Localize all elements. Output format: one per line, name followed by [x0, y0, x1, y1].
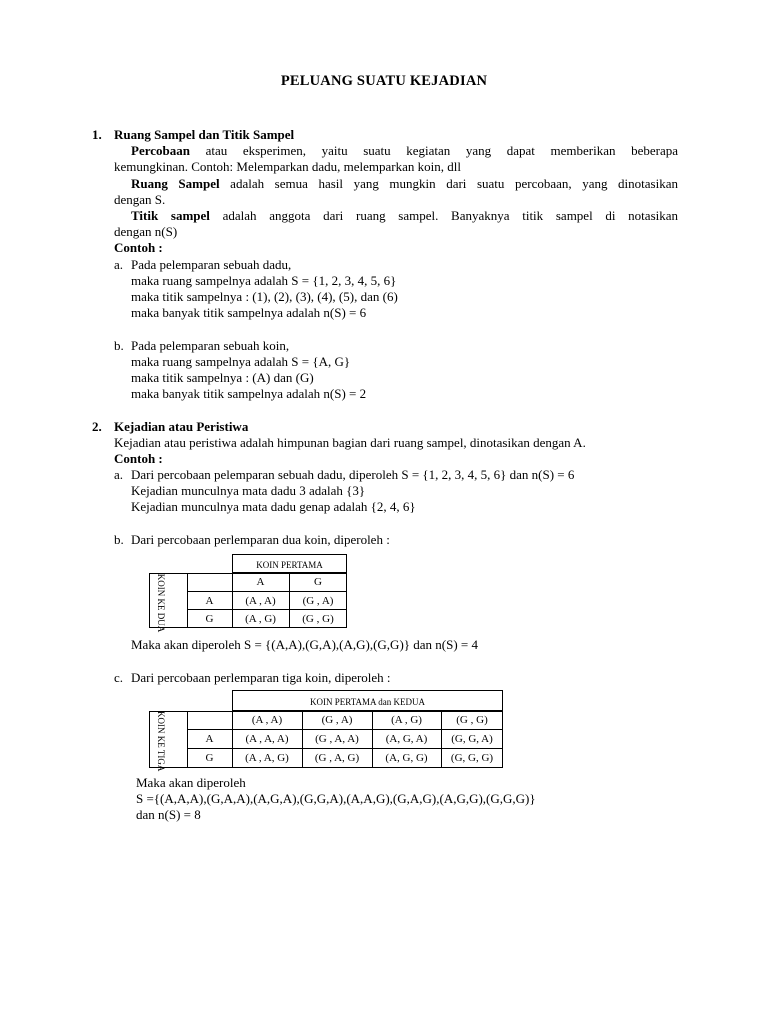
table-c-side-label: KOIN KE TIGA — [156, 711, 166, 772]
table-b-divider — [187, 609, 347, 610]
example-1b-line-4: maka banyak titik sampelnya adalah n(S) = 2 — [131, 386, 367, 401]
table-b-cell: (G , G) — [302, 613, 334, 625]
section-1-heading: Ruang Sampel dan Titik Sampel — [114, 127, 295, 142]
example-2c-result-line-3: dan n(S) = 8 — [136, 807, 201, 822]
example-2b-result: Maka akan diperoleh S = {(A,A),(G,A),(A,G),(G,G)} dan n(S) = 4 — [131, 637, 479, 652]
example-2c-line: Dari percobaan perlemparan tiga koin, diperoleh : — [131, 670, 391, 685]
term-titik-sampel: Titik sampel — [131, 208, 210, 223]
table-b-divider — [187, 591, 347, 592]
table-c-row-a-label: A — [205, 733, 214, 745]
table-c-col-header: (A , A) — [251, 714, 283, 726]
section-2-number: 2. — [92, 419, 102, 434]
table-b-cell: (A , G) — [245, 613, 276, 625]
table-c-cell: (G, G, A) — [451, 733, 493, 745]
table-c-cell: (A, G, G) — [385, 752, 428, 764]
table-b-header: KOIN PERTAMA — [256, 560, 323, 570]
example-2a-label: a. — [114, 467, 124, 482]
example-2c-label: c. — [114, 670, 124, 685]
term-percobaan: Percobaan — [131, 143, 190, 158]
table-b-side-label: KOIN KE DUA — [156, 573, 166, 633]
table-b-col-g: G — [314, 576, 322, 588]
table-c-cell: (G , A, A) — [315, 733, 359, 745]
table-b-row-a-label: A — [205, 595, 214, 607]
term-ruang-sampel: Ruang Sampel — [131, 176, 220, 191]
paragraph-text: adalah anggota dari ruang sampel. Banyaknya titik sampel di notasikan — [222, 208, 679, 223]
section-2-intro: Kejadian atau peristiwa adalah himpunan bagian dari ruang sampel, dinotasikan dengan A. — [114, 435, 586, 450]
table-c-col-header: (G , A) — [321, 714, 353, 726]
table-c-divider — [187, 729, 503, 730]
example-1a-line-1: Pada pelemparan sebuah dadu, — [131, 257, 292, 272]
table-c-row-g-label: G — [205, 752, 214, 764]
table-c-cell: (G , A, G) — [314, 752, 360, 764]
example-2a-line-2: Kejadian munculnya mata dadu 3 adalah {3} — [131, 483, 366, 498]
example-1a-label: a. — [114, 257, 124, 272]
example-2b-label: b. — [114, 532, 124, 547]
section-2-heading: Kejadian atau Peristiwa — [114, 419, 249, 434]
example-2b-line: Dari percobaan perlemparan dua koin, diperoleh : — [131, 532, 390, 547]
example-1a-line-3: maka titik sampelnya : (1), (2), (3), (4), (5), dan (6) — [131, 289, 398, 304]
table-c-header: KOIN PERTAMA dan KEDUA — [310, 697, 425, 707]
example-2c-result-line-1: Maka akan diperoleh — [136, 775, 246, 790]
table-c-cell: (A , A, A) — [245, 733, 289, 745]
table-b-cell: (G , A) — [302, 595, 334, 607]
table-c-divider — [187, 748, 503, 749]
paragraph-titik-sampel-line-2: dengan n(S) — [114, 224, 178, 239]
paragraph-percobaan-line-1 — [131, 143, 678, 159]
paragraph-ruang-sampel-line-2: dengan S. — [114, 192, 166, 207]
example-2a-line-3: Kejadian munculnya mata dadu genap adalah {2, 4, 6} — [131, 499, 416, 514]
paragraph-titik-sampel-line-1 — [131, 208, 678, 224]
example-2a-line-1: Dari percobaan pelemparan sebuah dadu, diperoleh S = {1, 2, 3, 4, 5, 6} dan n(S) = 6 — [131, 467, 575, 482]
table-c-cell: (A , A, G) — [245, 752, 289, 764]
table-c-cell: (G, G, G) — [450, 752, 494, 764]
table-c-cell: (A, G, A) — [385, 733, 428, 745]
section-1-number: 1. — [92, 127, 102, 142]
paragraph-ruang-sampel-line-1 — [131, 176, 678, 192]
example-1b-line-3: maka titik sampelnya : (A) dan (G) — [131, 370, 314, 385]
example-1b-label: b. — [114, 338, 124, 353]
table-b-cell: (A , A) — [245, 595, 276, 607]
paragraph-percobaan-line-2: kemungkinan. Contoh: Melemparkan dadu, melemparkan koin, dll — [114, 159, 461, 174]
contoh-label-1: Contoh : — [114, 240, 163, 255]
contoh-label-2: Contoh : — [114, 451, 163, 466]
example-1b-line-1: Pada pelemparan sebuah koin, — [131, 338, 290, 353]
example-1a-line-4: maka banyak titik sampelnya adalah n(S) = 6 — [131, 305, 367, 320]
example-1a-line-2: maka ruang sampelnya adalah S = {1, 2, 3, 4, 5, 6} — [131, 273, 397, 288]
table-c-col-header: (G , G) — [456, 714, 488, 726]
paragraph-text: adalah semua hasil yang mungkin dari suatu percobaan, yang dinotasikan — [230, 176, 678, 191]
table-b-row-g-label: G — [205, 613, 214, 625]
table-b-col-a: A — [256, 576, 265, 588]
example-2c-result-line-2: S ={(A,A,A),(G,A,A),(A,G,A),(G,G,A),(A,A,G),(G,A,G),(A,G,G),(G,G,G)} — [136, 791, 536, 806]
example-1b-line-2: maka ruang sampelnya adalah S = {A, G} — [131, 354, 351, 369]
table-c-col-header: (A , G) — [391, 714, 422, 726]
paragraph-text: atau eksperimen, yaitu suatu kegiatan yang dapat memberikan beberapa — [205, 143, 678, 158]
page-title: PELUANG SUATU KEJADIAN — [280, 73, 488, 89]
